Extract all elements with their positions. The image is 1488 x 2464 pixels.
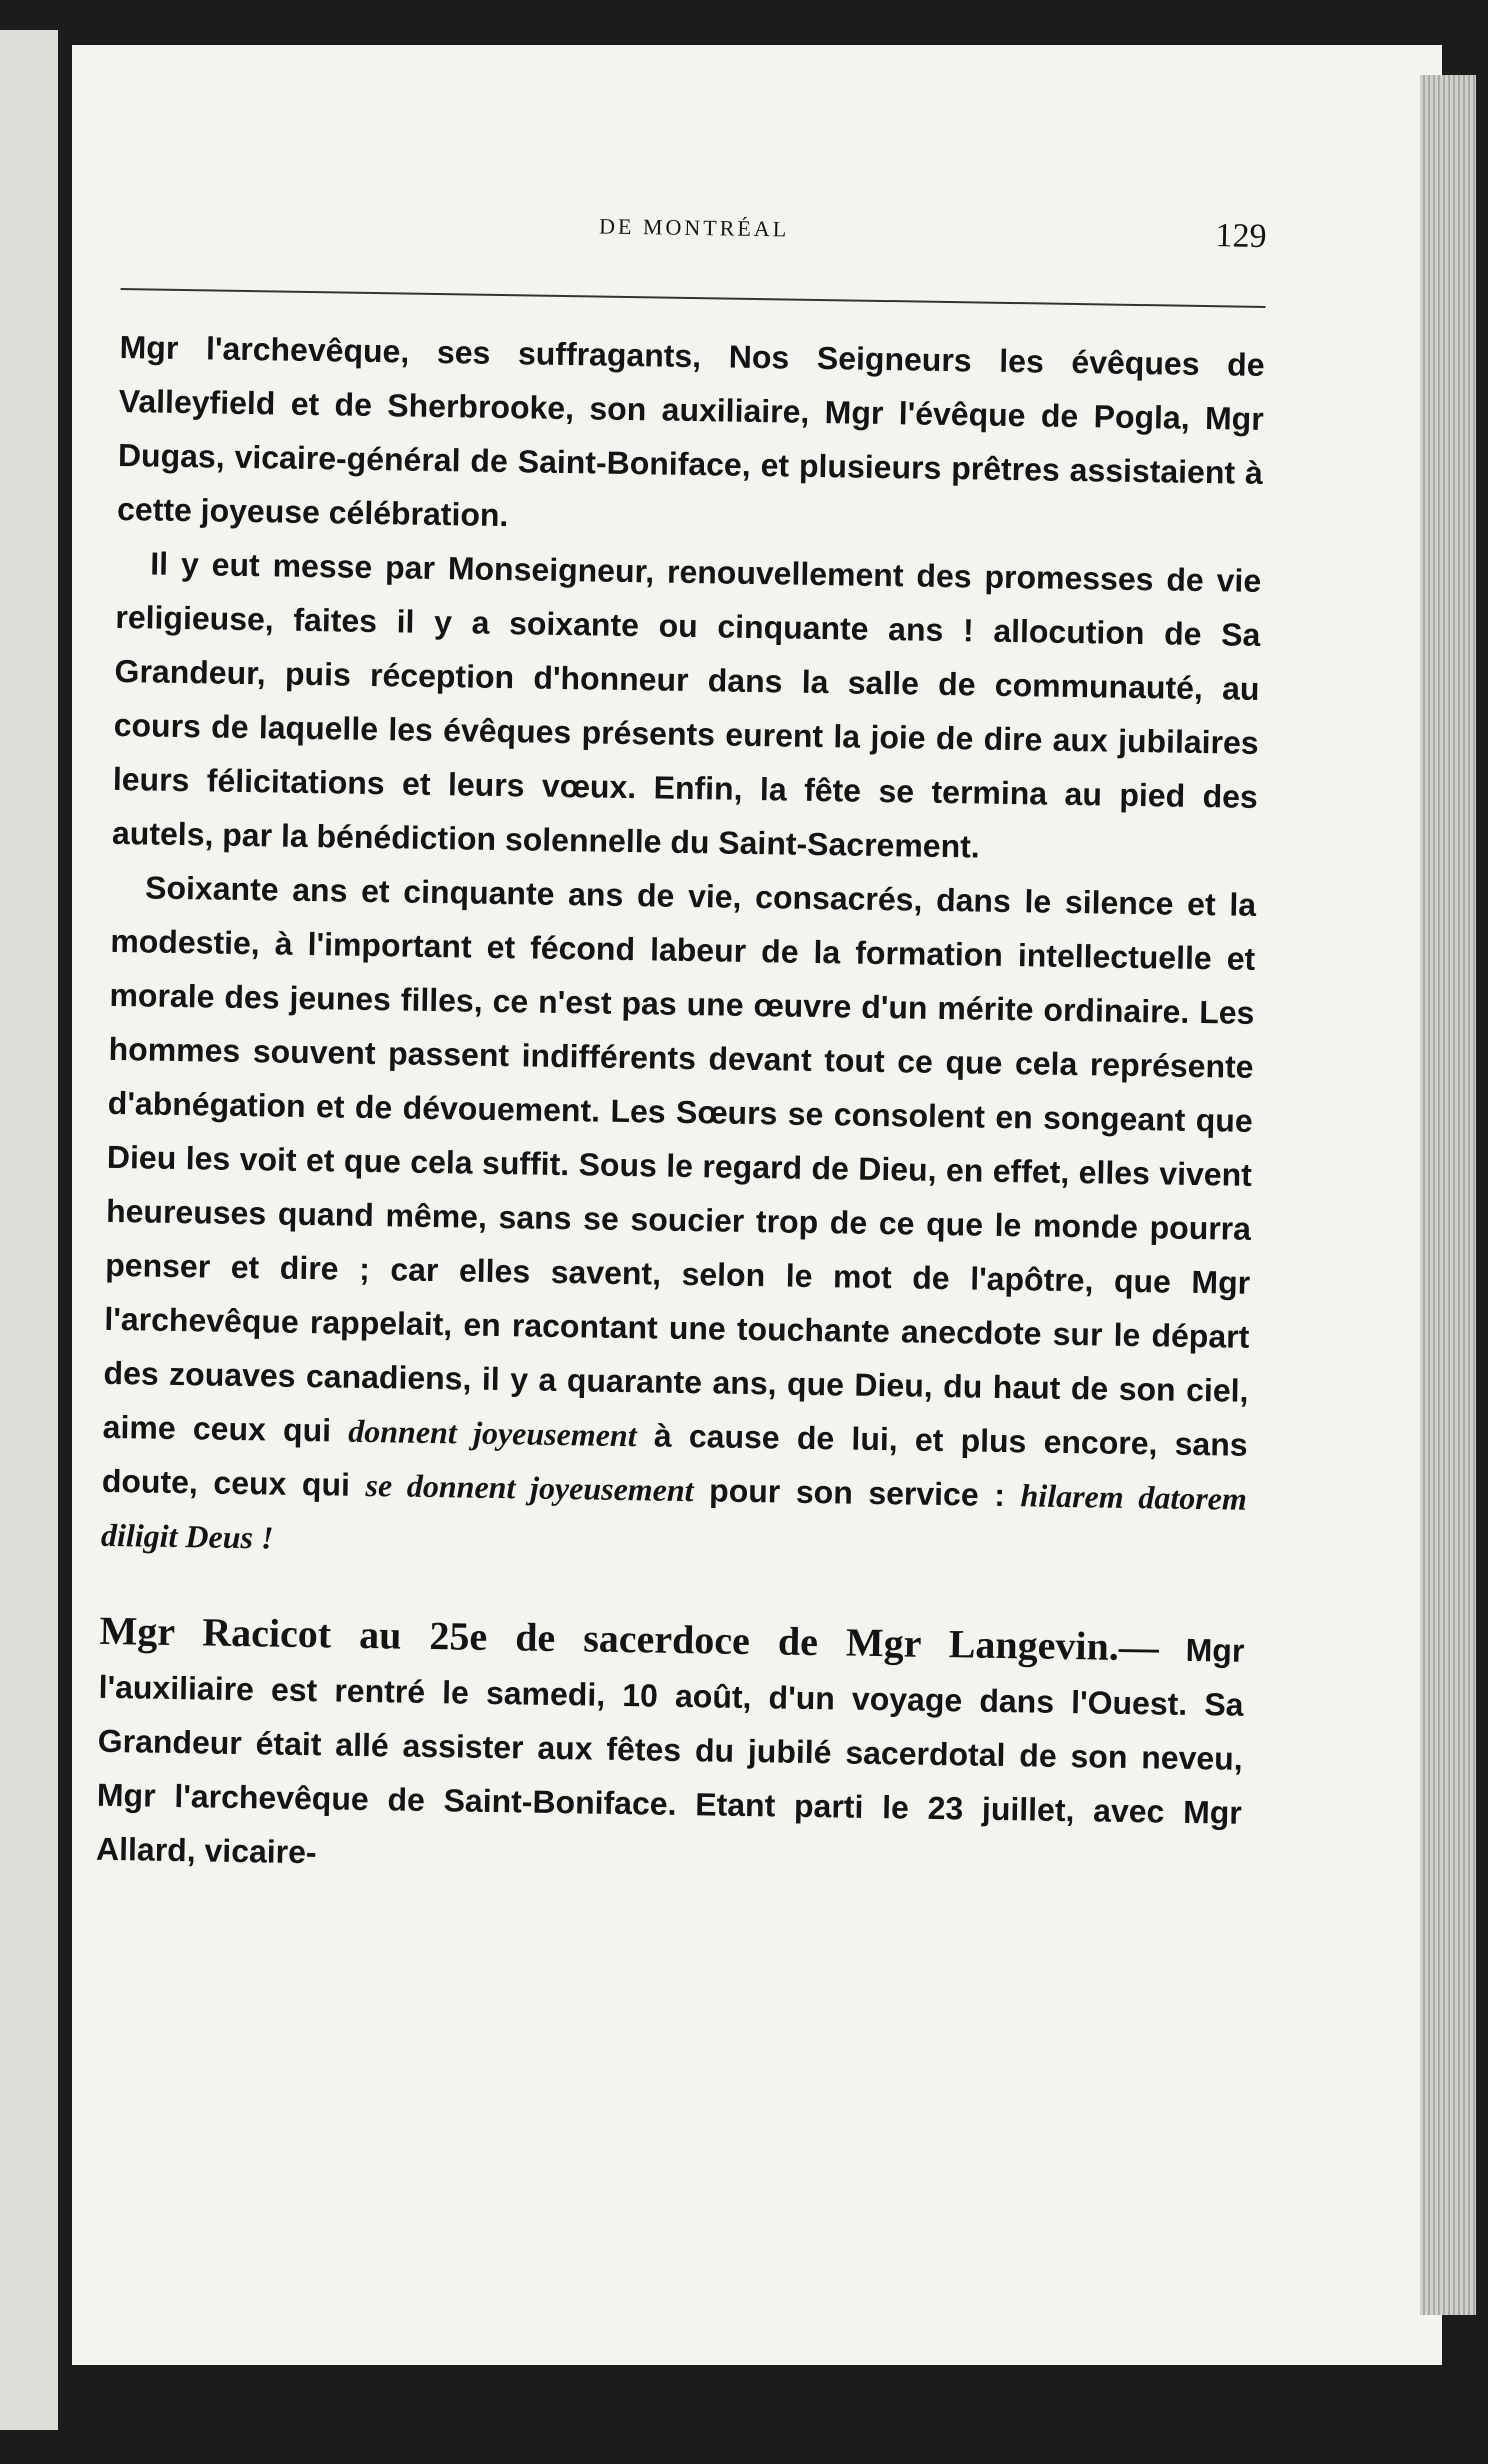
paragraph-3-text-c: pour son service :: [708, 1472, 1006, 1514]
paragraph-2: Il y eut messe par Monseigneur, renouvellement des promesses de vie religieuse, faites il y a soixante ou cinquante ans ! allocution de Sa Grandeur, puis réception d'honneur dans la salle de communauté, au cours de laquelle les évêques présents eurent la joie de dire aux jubilaires leurs félicitations et leurs vœux. Enfin, la fête se termina au pied des autels, par la bénédiction solennelle du Saint-Sacrement.: [111, 545, 1262, 865]
latin-quote: hilarem datorem diligit Deus !: [100, 1477, 1248, 1556]
paragraph-3-text-b: à cause de lui, et plus encore, sans doute, ceux qui: [101, 1417, 1248, 1503]
running-head: [121, 200, 1267, 288]
italic-phrase-2: se donnent joyeusement: [365, 1466, 694, 1509]
paragraph-4-body: Mgr l'auxiliaire est rentré le samedi, 10 août, d'un voyage dans l'Ouest. Sa Grandeur était allé assister aux fêtes du jubilé sacerdotal de son neveu, Mgr l'archevêque de Saint-Boniface. Etant parti le 23 juillet, avec Mgr Allard, vicaire-: [95, 1631, 1245, 1871]
paragraph-1: Mgr l'archevêque, ses suffragants, Nos Seigneurs les évêques de Valleyfield et de Sherbrooke, son auxiliaire, Mgr l'évêque de Pogla, Mgr Dugas, vicaire-général de Saint-Boniface, et plusieurs prêtres assistaient à cette joyeuse célébration.: [116, 328, 1265, 534]
book-page: [72, 45, 1442, 2365]
header-rule: [121, 288, 1266, 308]
paragraph-3-text-a: Soixante ans et cinquante ans de vie, consacrés, dans le silence et la modestie, à l'important et fécond labeur de la formation intellectuelle et morale des jeunes filles, ce n'est pas une œuvre d'un mérite ordinaire. Les hommes souvent passent indifférents devant tout ce que cela représente d'abnégation et de dévouement. Les Sœurs se consolent en songeant que Dieu les voit et que cela suffit. Sous le regard de Dieu, en effet, elles vivent heureuses quand même, sans se soucier trop de ce que le monde pourra penser et dire ; car elles savent, selon le mot de l'apôtre, que Mgr l'archevêque rappelait, en racontant une touchante anecdote sur le départ des zouaves canadiens, il y a quarante ans, que Dieu, du haut de son ciel, aime ceux qui: [102, 869, 1257, 1449]
page-content: [96, 200, 1267, 1894]
running-title: DE MONTRÉAL: [598, 213, 790, 242]
page-edges: [1420, 75, 1476, 2315]
paragraph-4: [96, 1604, 1245, 1894]
left-page-edge: [0, 30, 58, 2430]
section-heading: Mgr Racicot au 25e de sacerdoce de Mgr Langevin.: [99, 1607, 1120, 1669]
section-heading-dash: —: [1118, 1623, 1160, 1670]
paragraph-3: [101, 860, 1257, 1580]
page-number: 129: [1215, 217, 1267, 255]
italic-phrase-1: donnent joyeusement: [348, 1412, 637, 1454]
